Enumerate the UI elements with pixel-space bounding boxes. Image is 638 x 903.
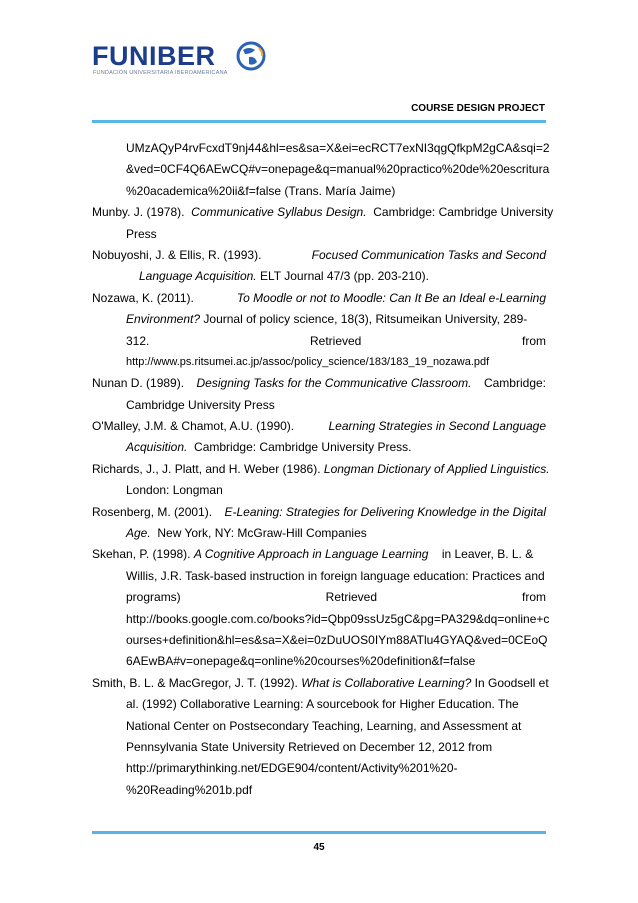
reference-line: %20academica%20ii&f=false (Trans. María Jaime) — [126, 183, 396, 198]
reference-nozawa: Nozawa, K. (2011). To Moodle or not to Moodle: Can It Be an Ideal e-Learning — [92, 290, 546, 305]
reference-url[interactable]: http://www.ps.ritsumei.ac.jp/assoc/policy_science/183/183_19_nozawa.pdf — [126, 355, 490, 368]
reference-line: al. (1992) Collaborative Learning: A sourcebook for Higher Education. The — [126, 697, 519, 712]
footer-rule — [92, 831, 546, 834]
reference-line: &ved=0CF4Q6AEwCQ#v=onepage&q=manual%20practico%20de%20escritura — [126, 162, 550, 177]
reference-line: Environment? Journal of policy science, 18(3), Ritsumeikan University, 289- — [126, 312, 528, 327]
logo-wordmark: FUNIBER — [92, 41, 216, 71]
reference-line: London: Longman — [126, 483, 223, 498]
reference-skehan: Skehan, P. (1998). A Cognitive Approach in Language Learning in Leaver, B. L. & — [92, 547, 534, 562]
reference-line: Willis, J.R. Task-based instruction in foreign language education: Practices and — [126, 568, 545, 583]
funiber-logo — [92, 40, 272, 86]
reference-line: programs) Retrieved from — [126, 590, 546, 605]
reference-line: Press — [126, 226, 157, 241]
reference-url[interactable]: ourses+definition&hl=es&sa=X&ei=0zDuUOS0IYm88ATlu4GYAQ&ved=0CEoQ — [126, 632, 548, 647]
reference-line: Language Acquisition. ELT Journal 47/3 (pp. 203-210). — [139, 269, 429, 284]
reference-line: Pennsylvania State University Retrieved on December 12, 2012 from — [126, 739, 493, 754]
reference-line: Age. New York, NY: McGraw-Hill Companies — [126, 526, 367, 541]
reference-line: Cambridge University Press — [126, 397, 275, 412]
header-rule — [92, 120, 546, 123]
reference-url[interactable]: http://books.google.com.co/books?id=Qbp09ssUz5gC&pg=PA329&dq=online+c — [126, 611, 550, 626]
page-number: 45 — [313, 842, 325, 853]
reference-line: National Center on Postsecondary Teaching, Learning, and Assessment at — [126, 718, 522, 733]
reference-omalley: O'Malley, J.M. & Chamot, A.U. (1990). Learning Strategies in Second Language — [92, 419, 546, 434]
reference-munby: Munby. J. (1978). Communicative Syllabus Design. Cambridge: Cambridge University — [92, 205, 554, 220]
reference-url[interactable]: http://primarythinking.net/EDGE904/content/Activity%201%20- — [126, 761, 458, 776]
header-title: COURSE DESIGN PROJECT — [411, 103, 545, 114]
reference-line: Acquisition. Cambridge: Cambridge University Press. — [126, 440, 412, 455]
reference-rosenberg: Rosenberg, M. (2001). E-Leaning: Strategies for Delivering Knowledge in the Digital — [92, 504, 546, 519]
reference-smith: Smith, B. L. & MacGregor, J. T. (1992). What is Collaborative Learning? In Goodsell et — [92, 675, 549, 690]
reference-nobuyoshi: Nobuyoshi, J. & Ellis, R. (1993). Focused Communication Tasks and Second — [92, 247, 546, 262]
reference-url[interactable]: 6AEwBA#v=onepage&q=online%20courses%20definition&f=false — [126, 654, 476, 669]
reference-richards: Richards, J., J. Platt, and H. Weber (1986). Longman Dictionary of Applied Linguistics. — [92, 461, 550, 476]
reference-line: UMzAQyP4rvFcxdT9nj44&hl=es&sa=X&ei=ecRCT7exNI3qgQfkpM2gCA&sqi=2 — [126, 141, 550, 155]
globe-icon — [235, 40, 267, 72]
reference-url[interactable]: %20Reading%201b.pdf — [126, 782, 253, 797]
logo-tagline: FUNDACIÓN UNIVERSITARIA IBEROAMERICANA — [93, 70, 228, 76]
reference-nunan: Nunan D. (1989). Designing Tasks for the Communicative Classroom. Cambridge: — [92, 376, 546, 391]
references-list — [92, 138, 554, 801]
reference-line: 312. Retrieved from — [126, 333, 546, 348]
